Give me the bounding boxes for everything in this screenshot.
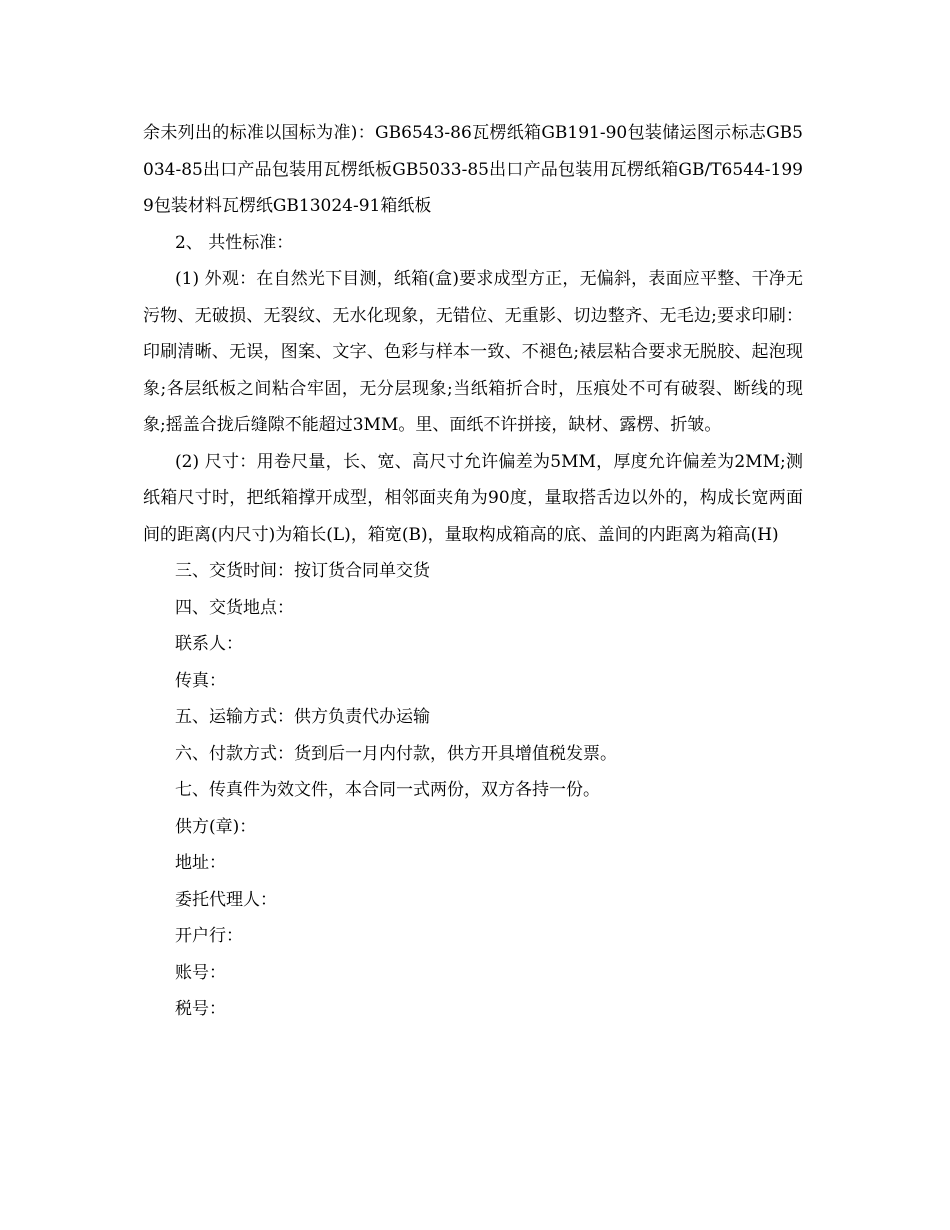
contact-person-line: 联系人： [175, 634, 243, 654]
size-paragraph: (2) 尺寸：用卷尺量，长、宽、高尺寸允许偏差为5MM，厚度允许偏差为2MM;测纸箱尺寸时，把纸箱撑开成型，相邻面夹角为90度，量取搭舌边以外的，构成长宽两面间的距离(内尺寸)为箱长(L)，箱宽(B)，量取构成箱高的底、盖间的内距离为箱高(H) [143, 451, 803, 545]
standards-paragraph: 余未列出的标准以国标为准)：GB6543-86瓦楞纸箱GB191-90包装储运图示标志GB5034-85出口产品包装用瓦楞纸板GB5033-85出口产品包装用瓦楞纸箱GB/T6544-1999包装材料瓦楞纸GB13024-91箱纸板 [143, 123, 803, 216]
supplier-seal-line: 供方(章)： [175, 816, 257, 837]
delivery-time-line: 三、交货时间：按订货合同单交货 [175, 561, 430, 581]
agent-line: 委托代理人： [175, 889, 277, 910]
fax-validity-line: 七、传真件为效文件，本合同一式两份，双方各持一份。 [175, 780, 600, 800]
tax-id-line: 税号： [175, 999, 226, 1019]
address-line: 地址： [175, 853, 226, 873]
account-line: 账号： [175, 962, 226, 983]
fax-line: 传真： [175, 670, 226, 691]
bank-line: 开户行： [175, 926, 243, 946]
document-body [143, 115, 803, 1028]
appearance-paragraph: (1) 外观：在自然光下目测，纸箱(盒)要求成型方正，无偏斜，表面应平整、干净无污物、无破损、无裂纹、无水化现象，无错位、无重影、切边整齐、无毛边;要求印刷：印刷清晰、无误，图案、文字、色彩与样本一致、不褪色;裱层粘合要求无脱胶、起泡现象;各层纸板之间粘合牢固，无分层现象;当纸箱折合时，压痕处不可有破裂、断线的现象;摇盖合拢后缝隙不能超过3MM。里、面纸不许拼接，缺材、露楞、折皱。 [143, 269, 803, 435]
common-standard-heading: 2、 共性标准： [175, 232, 294, 253]
payment-line: 六、付款方式：货到后一月内付款，供方开具增值税发票。 [175, 743, 617, 764]
delivery-place-line: 四、交货地点： [175, 597, 294, 618]
transport-line: 五、运输方式：供方负责代办运输 [175, 707, 430, 727]
